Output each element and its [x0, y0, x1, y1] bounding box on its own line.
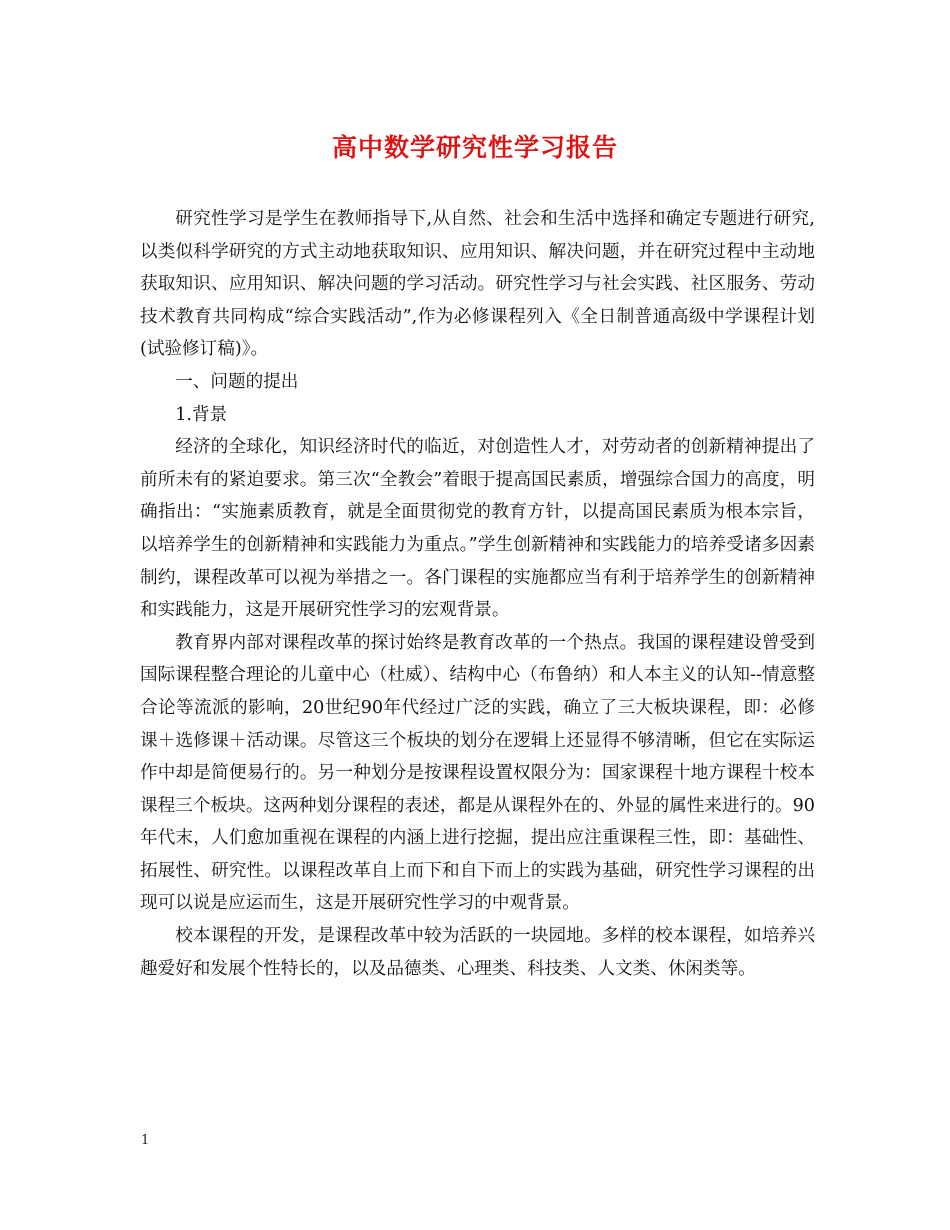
page-number: 1	[141, 1133, 150, 1148]
document-body	[140, 203, 815, 985]
paragraph-school-curriculum: 校本课程的开发，是课程改革中较为活跃的一块园地。多样的校本课程，如培养兴趣爱好和发展个性特长的，以及品德类、心理类、科技类、人文类、休闲类等。	[140, 926, 815, 979]
paragraph-macro-background: 经济的全球化，知识经济时代的临近，对创造性人才，对劳动者的创新精神提出了前所未有的紧迫要求。第三次“全教会”着眼于提高国民素质，增强综合国力的高度，明确指出：“实施素质教育，就是全面贯彻党的教育方针，以提高国民素质为根本宗旨，以培养学生的创新精神和实践能力为重点。”学生创新精神和实践能力的培养受诸多因素制约，课程改革可以视为举措之一。各门课程的实施都应当有利于培养学生的创新精神和实践能力，这是开展研究性学习的宏观背景。	[140, 437, 815, 621]
document-title: 高中数学研究性学习报告	[331, 133, 618, 162]
section-heading: 一、问题的提出	[175, 371, 299, 392]
subsection-heading: 1.背景	[175, 404, 228, 425]
paragraph-meso-background: 教育界内部对课程改革的探讨始终是教育改革的一个热点。我国的课程建设曾受到国际课程整合理论的儿童中心（杜威）、结构中心（布鲁纳）和人本主义的认知--情意整合论等流派的影响，20世纪90年代经过广泛的实践，确立了三大板块课程，即：必修课＋选修课＋活动课。尽管这三个板块的划分在逻辑上还显得不够清晰，但它在实际运作中却是简便易行的。另一种划分是按课程设置权限分为：国家课程十地方课程十校本课程三个板块。这两种划分课程的表述，都是从课程外在的、外显的属性来进行的。90年代末，人们愈加重视在课程的内涵上进行挖掘，提出应注重课程三性，即：基础性、拓展性、研究性。以课程改革自上而下和自下而上的实践为基础，研究性学习课程的出现可以说是应运而生，这是开展研究性学习的中观背景。	[140, 632, 815, 914]
paragraph-intro: 研究性学习是学生在教师指导下,从自然、社会和生活中选择和确定专题进行研究, 以类似科学研究的方式主动地获取知识、应用知识、解决问题，并在研究过程中主动地获取知识、应用知识、解决问题的学习活动。研究性学习与社会实践、社区服务、劳动技术教育共同构成“综合实践活动”,作为必修课程列入《全日制普通高级中学课程计划(试验修订稿)》。	[140, 209, 815, 360]
